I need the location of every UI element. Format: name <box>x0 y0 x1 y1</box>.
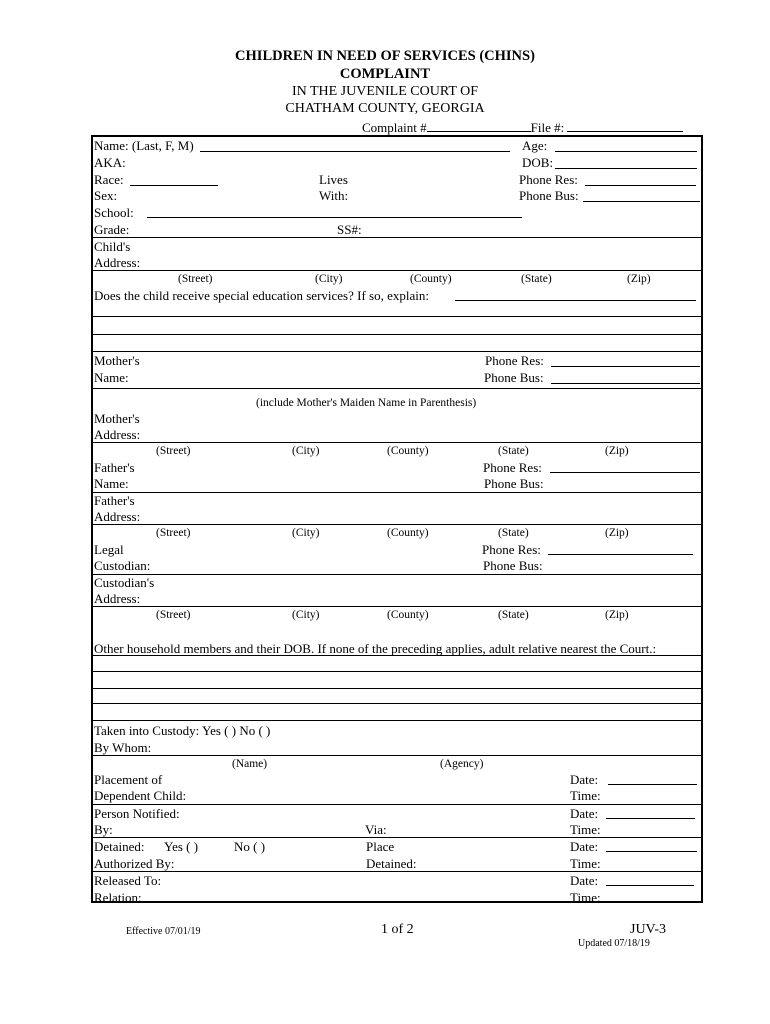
child-grade-label: Grade: <box>94 222 130 237</box>
placement-date-field[interactable] <box>608 784 697 785</box>
placement-time-label: Time: <box>570 788 601 803</box>
form-subtitle: COMPLAINT <box>339 66 431 82</box>
custodian-zip-caption: (Zip) <box>605 609 629 621</box>
notified-date-field[interactable] <box>606 818 695 819</box>
child-phone-bus-field[interactable] <box>583 201 700 202</box>
special-ed-field[interactable] <box>455 300 696 301</box>
placement-label-2: Dependent Child: <box>94 788 187 803</box>
mother-name-label-2: Name: <box>94 370 129 385</box>
custodian-name-label-1: Legal <box>94 542 124 557</box>
custodian-street-caption: (Street) <box>156 609 191 621</box>
divider <box>91 492 703 493</box>
complaint-number-label: Complaint # <box>362 120 427 135</box>
custodian-phone-res-field[interactable] <box>548 554 693 555</box>
father-address-label-2: Address: <box>94 509 141 524</box>
special-ed-label: Does the child receive special education services? If so, explain: <box>94 288 429 303</box>
custodian-address-line <box>91 606 703 607</box>
mother-zip-caption: (Zip) <box>605 445 629 457</box>
household-line-4[interactable] <box>91 703 703 704</box>
household-line-2[interactable] <box>91 671 703 672</box>
father-address-line <box>91 524 703 525</box>
custodian-county-caption: (County) <box>387 609 429 621</box>
child-street-caption: (Street) <box>178 273 213 285</box>
household-line-1[interactable] <box>91 655 703 656</box>
mother-address-label-2: Address: <box>94 427 141 442</box>
child-phone-bus-label: Phone Bus: <box>519 188 579 203</box>
child-phone-res-label: Phone Res: <box>519 172 578 187</box>
by-whom-line[interactable] <box>91 755 703 756</box>
father-county-caption: (County) <box>387 527 429 539</box>
child-race-label: Race: <box>94 172 124 187</box>
divider <box>91 351 703 352</box>
released-time-label: Time: <box>570 890 601 905</box>
complaint-number-field[interactable] <box>427 131 531 132</box>
custodian-phone-bus-label: Phone Bus: <box>483 558 543 573</box>
child-school-field[interactable] <box>147 217 522 218</box>
child-age-label: Age: <box>522 138 548 153</box>
divider <box>91 574 703 575</box>
name-caption: (Name) <box>232 758 268 770</box>
custodian-address-label-1: Custodian's <box>94 575 155 590</box>
placement-label-1: Placement of <box>94 772 163 787</box>
mother-city-caption: (City) <box>292 445 320 457</box>
mother-state-caption: (State) <box>498 445 529 457</box>
file-number-label: File #: <box>530 120 565 135</box>
court-name: IN THE JUVENILE COURT OF <box>291 84 479 99</box>
placement-date-label: Date: <box>570 772 599 787</box>
child-school-label: School: <box>94 205 134 220</box>
child-sex-label: Sex: <box>94 188 118 203</box>
mother-phone-bus-field[interactable] <box>551 383 700 384</box>
father-city-caption: (City) <box>292 527 320 539</box>
via-label: Via: <box>365 822 387 837</box>
child-county-caption: (County) <box>410 273 452 285</box>
father-phone-bus-label: Phone Bus: <box>484 476 544 491</box>
child-lives-label: Lives <box>319 172 348 187</box>
child-name-label: Name: (Last, F, M) <box>94 138 194 153</box>
detained-date-field[interactable] <box>606 851 697 852</box>
mother-phone-res-field[interactable] <box>551 366 700 367</box>
form-title: CHILDREN IN NEED OF SERVICES (CHINS) <box>235 48 535 64</box>
child-age-field[interactable] <box>555 151 697 152</box>
father-address-label-1: Father's <box>94 493 135 508</box>
household-line-3[interactable] <box>91 688 703 689</box>
county-name: CHATHAM COUNTY, GEORGIA <box>285 101 485 116</box>
divider <box>91 871 703 872</box>
father-phone-res-label: Phone Res: <box>483 460 542 475</box>
detained-time-label: Time: <box>570 856 601 871</box>
divider <box>91 388 703 389</box>
place-label-2: Detained: <box>366 856 417 871</box>
notified-time-label: Time: <box>570 822 601 837</box>
mother-maiden-note: (include Mother's Maiden Name in Parenthesis) <box>256 397 477 409</box>
child-dob-field[interactable] <box>555 168 697 169</box>
mother-county-caption: (County) <box>387 445 429 457</box>
mother-phone-bus-label: Phone Bus: <box>484 370 544 385</box>
notified-date-label: Date: <box>570 806 599 821</box>
notified-label-2: By: <box>94 822 113 837</box>
divider <box>91 837 703 838</box>
mother-name-label-1: Mother's <box>94 353 140 368</box>
child-state-caption: (State) <box>521 273 552 285</box>
complaint-file-line <box>362 120 683 136</box>
father-name-label-2: Name: <box>94 476 129 491</box>
special-ed-line-2[interactable] <box>91 316 703 317</box>
mother-street-caption: (Street) <box>156 445 191 457</box>
notified-label-1: Person Notified: <box>94 806 180 821</box>
child-aka-label: AKA: <box>94 155 126 170</box>
custodian-address-label-2: Address: <box>94 591 141 606</box>
detained-yes[interactable]: Yes ( ) <box>164 839 199 854</box>
father-name-label-1: Father's <box>94 460 135 475</box>
child-phone-res-field[interactable] <box>585 185 696 186</box>
father-state-caption: (State) <box>498 527 529 539</box>
father-street-caption: (Street) <box>156 527 191 539</box>
child-address-line <box>91 270 703 271</box>
child-zip-caption: (Zip) <box>627 273 651 285</box>
child-name-field[interactable] <box>200 151 510 152</box>
by-whom-label: By Whom: <box>94 740 152 755</box>
special-ed-line-3[interactable] <box>91 334 703 335</box>
place-label-1: Place <box>366 839 395 854</box>
child-address-label-2: Address: <box>94 255 141 270</box>
authorized-label: Authorized By: <box>94 856 175 871</box>
child-race-field[interactable] <box>130 185 218 186</box>
file-number-field[interactable] <box>567 131 683 132</box>
father-zip-caption: (Zip) <box>605 527 629 539</box>
custodian-name-label-2: Custodian: <box>94 558 151 573</box>
agency-caption: (Agency) <box>440 758 484 770</box>
form-id: JUV-3 <box>630 922 667 937</box>
released-date-label: Date: <box>570 873 599 888</box>
father-phone-res-field[interactable] <box>550 472 700 473</box>
mother-address-label-1: Mother's <box>94 411 140 426</box>
released-label: Released To: <box>94 873 162 888</box>
released-date-field[interactable] <box>606 885 694 886</box>
detained-date-label: Date: <box>570 839 599 854</box>
divider <box>91 720 703 721</box>
custodian-phone-res-label: Phone Res: <box>482 542 541 557</box>
mother-address-line <box>91 442 703 443</box>
updated-date: Updated 07/18/19 <box>578 938 650 949</box>
effective-date: Effective 07/01/19 <box>126 926 201 937</box>
child-ssn-label: SS#: <box>337 222 362 237</box>
divider <box>91 237 703 238</box>
page-number: 1 of 2 <box>381 922 414 937</box>
custodian-state-caption: (State) <box>498 609 529 621</box>
taken-into-custody: Taken into Custody: Yes ( ) No ( ) <box>94 723 271 738</box>
relation-label: Relation: <box>94 890 142 905</box>
child-address-label-1: Child's <box>94 239 131 254</box>
detained-label: Detained: <box>94 839 145 854</box>
detained-no[interactable]: No ( ) <box>234 839 266 854</box>
child-city-caption: (City) <box>315 273 343 285</box>
custodian-city-caption: (City) <box>292 609 320 621</box>
mother-phone-res-label: Phone Res: <box>485 353 544 368</box>
child-with-label: With: <box>319 188 349 203</box>
divider <box>91 804 703 805</box>
household-label: Other household members and their DOB. If none of the preceding applies, adult relative nearest the Court.: <box>94 641 657 656</box>
child-dob-label: DOB: <box>522 155 554 170</box>
